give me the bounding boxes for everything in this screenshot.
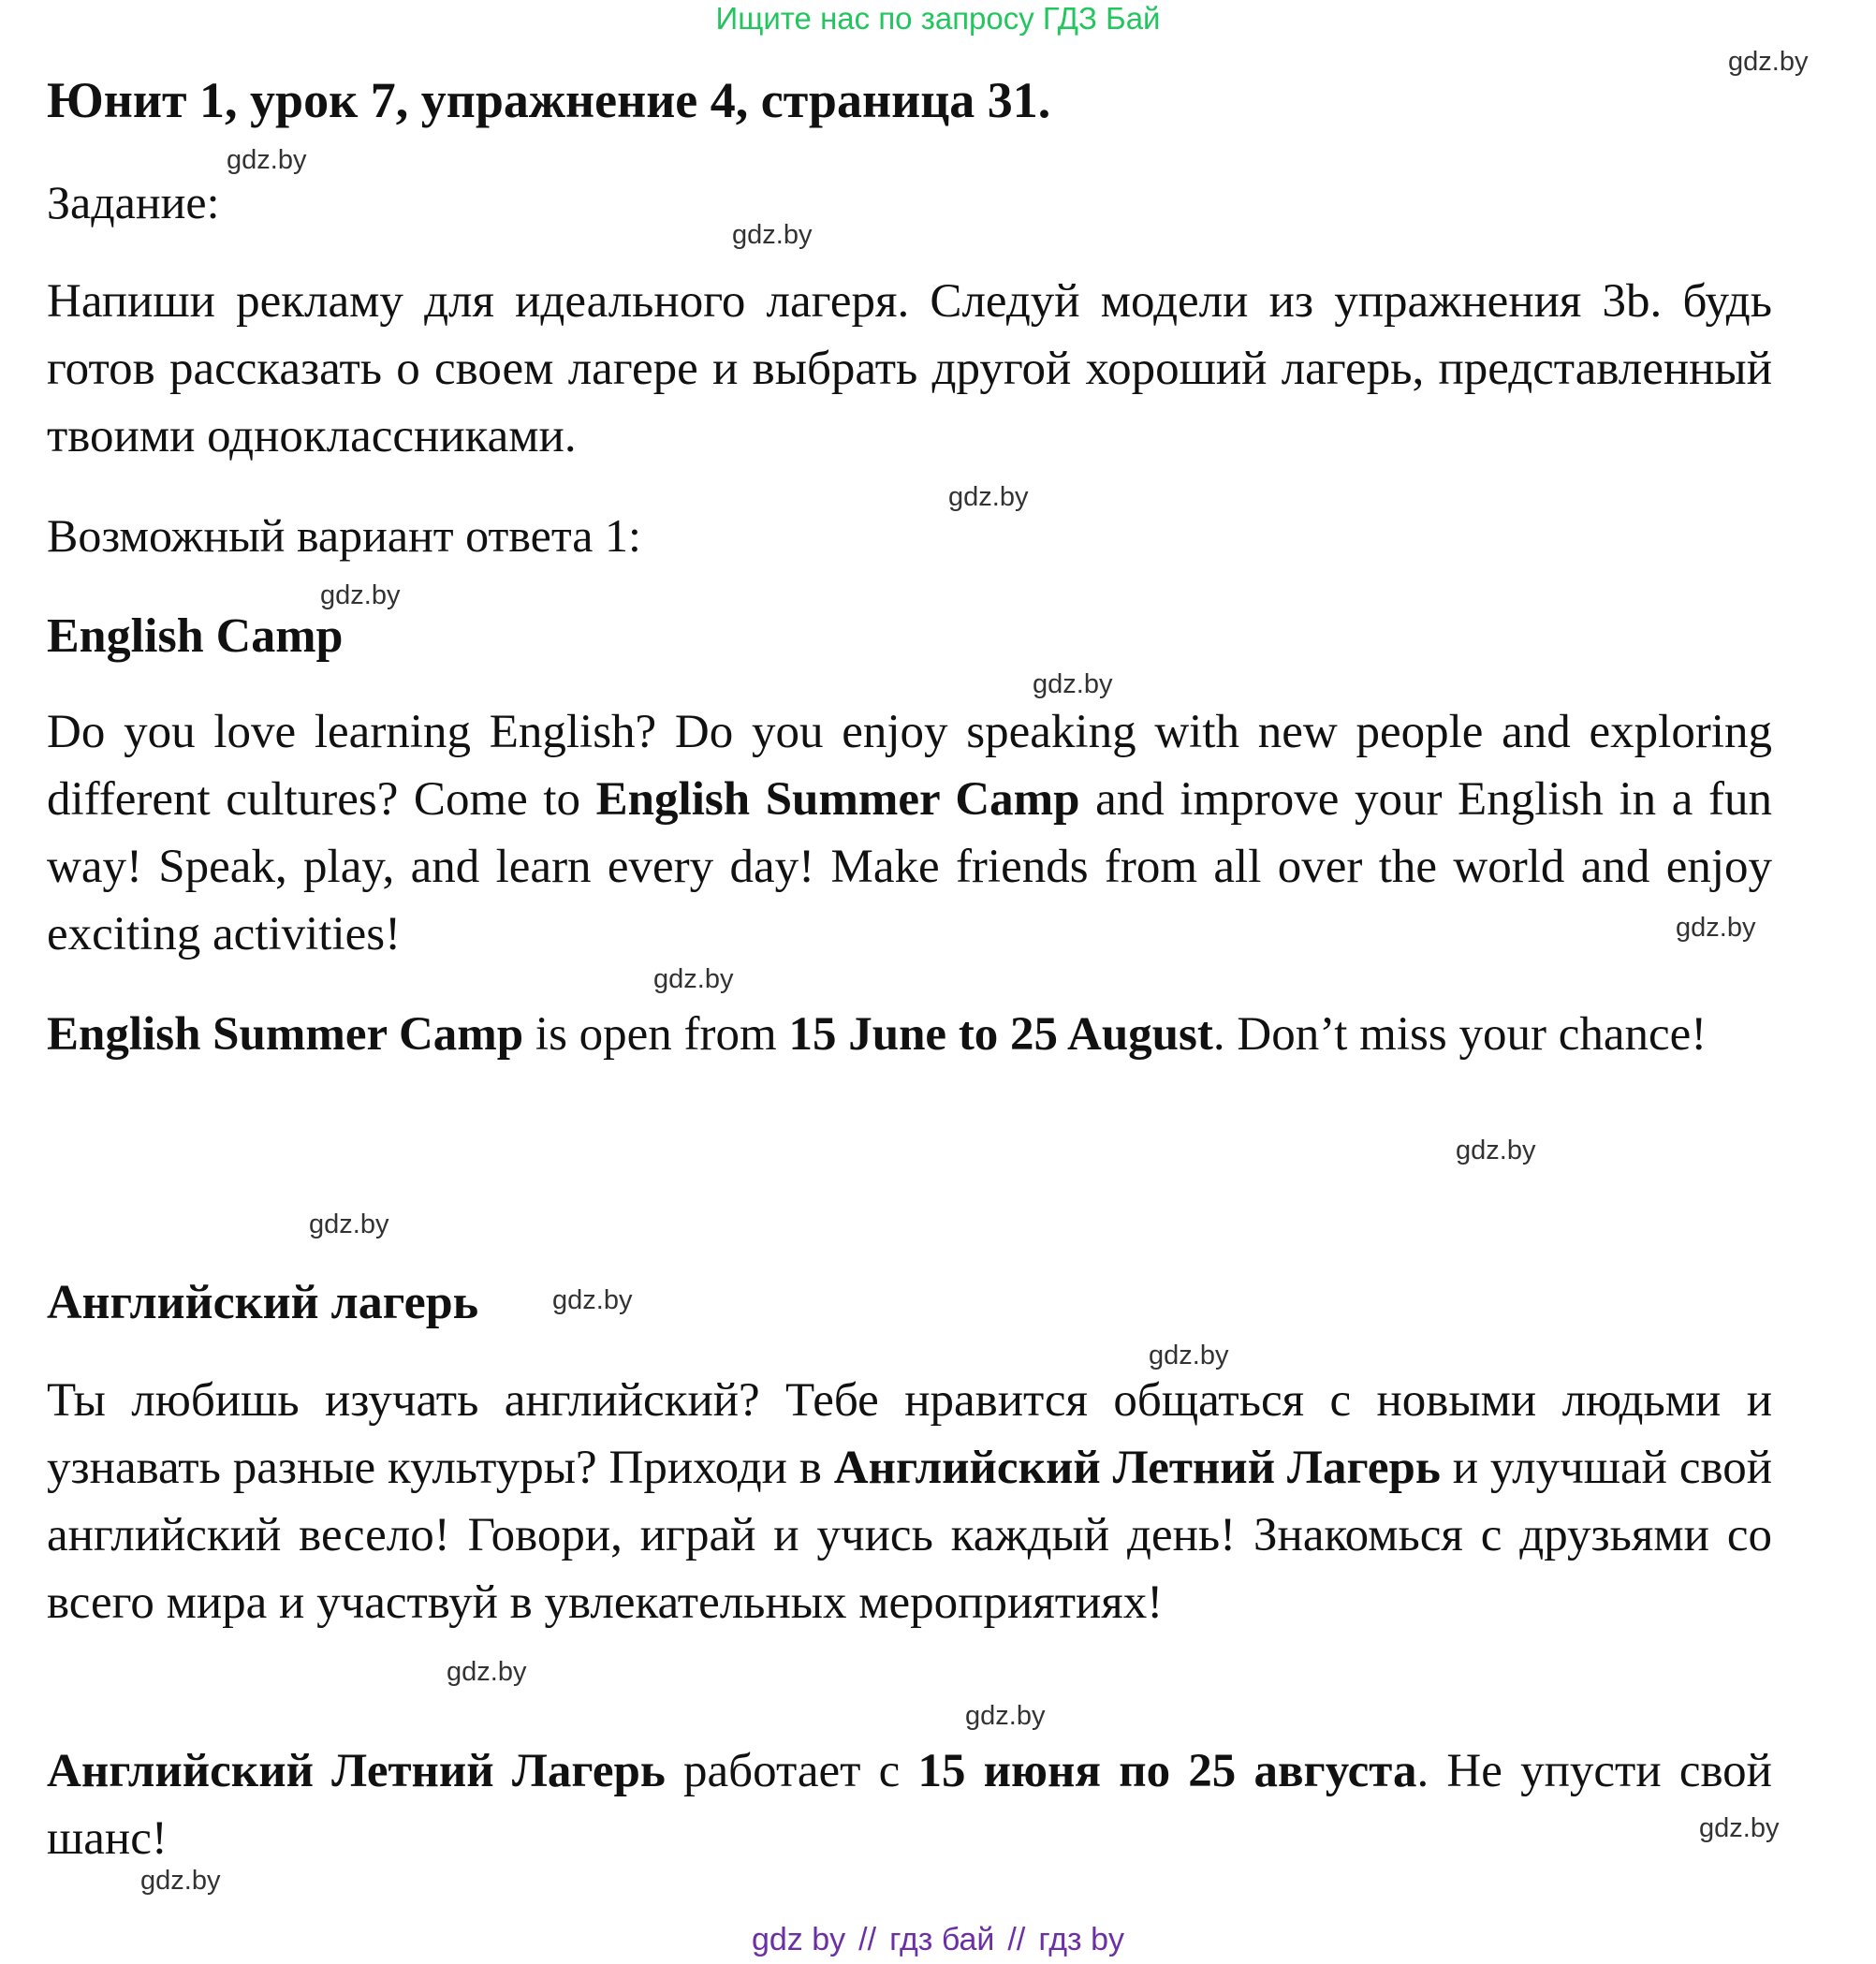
english-paragraph-2 [47,1001,1772,1068]
english-paragraph-1 [47,698,1772,968]
russian-p1-text-c: и улучшай свой английский весело! Говори, играй и учись каждый день! Знакомься с друзьями со всего мира и участвуй в увлекательных мероприятиях! [47,1442,1772,1629]
watermark: gdz.by [320,580,401,610]
watermark: gdz.by [1699,1813,1780,1843]
russian-p2-text-d: . Не упусти свой шанс! [47,1745,1772,1865]
watermark: gdz.by [1033,669,1113,699]
watermark: gdz.by [309,1209,389,1239]
russian-title: Английский лагерь [47,1276,479,1329]
watermark: gdz.by [965,1701,1046,1731]
footer-link-gdz-by-ru[interactable]: гдз by [1038,1922,1124,1957]
watermark: gdz.by [732,220,813,250]
footer-link-gdz-bai[interactable]: гдз бай [889,1922,995,1957]
english-p2-dates: 15 June to 25 August [788,1008,1213,1061]
english-p1-text-a: Do you love learning English? Do you enjoy speaking with new people and exploring different cultures? Come to [47,706,1772,826]
footer-link-gdz-by[interactable]: gdz by [751,1922,846,1957]
russian-p1-text-a: Ты любишь изучать английский? Тебе нравится общаться с новыми людьми и узнавать разные культуры? Приходи в [47,1374,1772,1494]
watermark: gdz.by [227,145,307,175]
english-p2-text-d: . Don’t miss your chance! [1212,1008,1707,1061]
footer-separator: // [1007,1922,1026,1957]
russian-p2-text-b: работает с [665,1745,918,1797]
task-text: Напиши рекламу для идеального лагеря. Следуй модели из упражнения 3b. будь готов рассказать о своем лагере и выбрать другой хороший лагерь, представленный твоими одноклассниками. [47,275,1772,462]
task-label: Задание: [47,176,220,228]
watermark: gdz.by [1149,1341,1229,1370]
russian-paragraph-1 [47,1367,1772,1636]
english-p2-camp-name: English Summer Camp [47,1008,524,1061]
watermark: gdz.by [653,964,734,994]
watermark: gdz.by [552,1285,633,1315]
english-p1-text-c: and improve your English in a fun way! Speak, play, and learn every day! Make friends from all over the world and enjoy exciting activities! [47,773,1772,960]
page-title: Юнит 1, урок 7, упражнение 4, страница 31. [47,72,1051,128]
watermark: gdz.by [1728,47,1809,77]
watermark: gdz.by [140,1866,221,1896]
russian-p2-dates: 15 июня по 25 августа [917,1745,1417,1797]
watermark: gdz.by [447,1657,527,1687]
english-p1-camp-name: English Summer Camp [595,773,1080,826]
answer-label: Возможный вариант ответа 1: [47,509,641,562]
footer-links [0,1921,1876,1958]
russian-paragraph-2 [47,1737,1772,1872]
russian-p1-camp-name: Английский Летний Лагерь [833,1442,1441,1494]
english-p2-text-b: is open from [523,1008,789,1061]
english-title: English Camp [47,609,344,663]
footer-separator: // [858,1922,877,1957]
watermark: gdz.by [948,482,1029,512]
search-banner: Ищите нас по запросу ГДЗ Бай [715,1,1161,36]
watermark: gdz.by [1676,913,1756,943]
watermark: gdz.by [1456,1136,1536,1165]
russian-p2-camp-name: Английский Летний Лагерь [47,1745,666,1797]
